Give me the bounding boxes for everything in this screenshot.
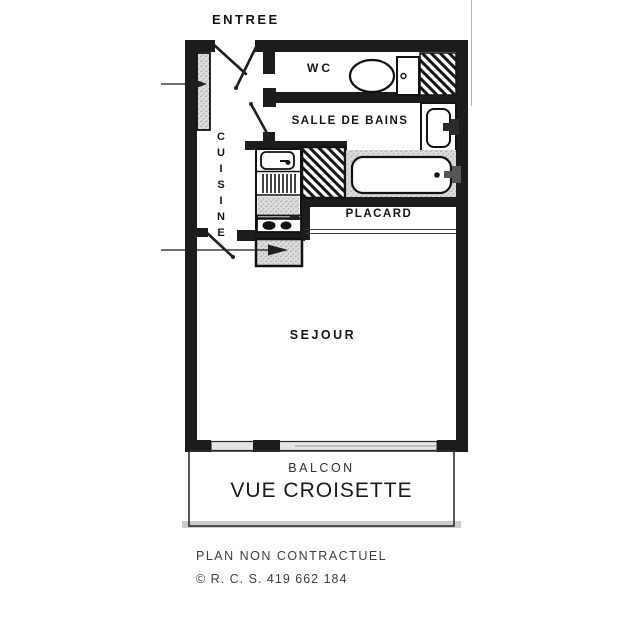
room-label-balcon: BALCON xyxy=(288,461,355,475)
disclaimer-text: PLAN NON CONTRACTUEL xyxy=(196,549,388,563)
copyright-text: © R. C. S. 419 662 184 xyxy=(196,572,348,586)
wc-duct-hatch xyxy=(420,53,456,95)
left-wall xyxy=(185,40,197,452)
bathtub-fixture xyxy=(347,150,461,197)
room-label-wc: WC xyxy=(307,61,333,75)
room-label-placard: PLACARD xyxy=(345,208,413,220)
room-label-sejour: SEJOUR xyxy=(289,328,357,342)
drainer-fixture xyxy=(263,174,295,193)
entry-post xyxy=(263,52,275,74)
balcony-bottom-band xyxy=(182,521,461,528)
placard-front-line xyxy=(305,230,456,234)
kitchen-unit xyxy=(256,149,301,232)
balcony-caption: VUE CROISETTE xyxy=(230,479,413,502)
fridge-fixture xyxy=(161,239,302,266)
entrance-door-leaf-left xyxy=(213,44,246,74)
wc-wall-endcap xyxy=(263,88,276,107)
counter-top xyxy=(258,197,300,215)
walls xyxy=(185,40,468,452)
stove-fixture xyxy=(257,216,301,233)
right-wall xyxy=(456,40,468,452)
bathtub-drain xyxy=(434,172,440,178)
room-label-salle-de-bains: SALLE DE BAINS xyxy=(291,115,409,127)
washbasin-fixture xyxy=(421,103,459,152)
top-wall-left xyxy=(185,40,215,52)
bathroom-door-leaf xyxy=(251,104,274,146)
divider-duct-hatch xyxy=(302,147,345,198)
top-wall-right xyxy=(255,40,468,52)
kitchen-sink-fixture xyxy=(261,152,294,169)
toilet-fixture xyxy=(350,57,419,95)
room-label-cuisine: CUISINE xyxy=(215,131,227,243)
room-label-entree: ENTREE xyxy=(212,12,280,27)
